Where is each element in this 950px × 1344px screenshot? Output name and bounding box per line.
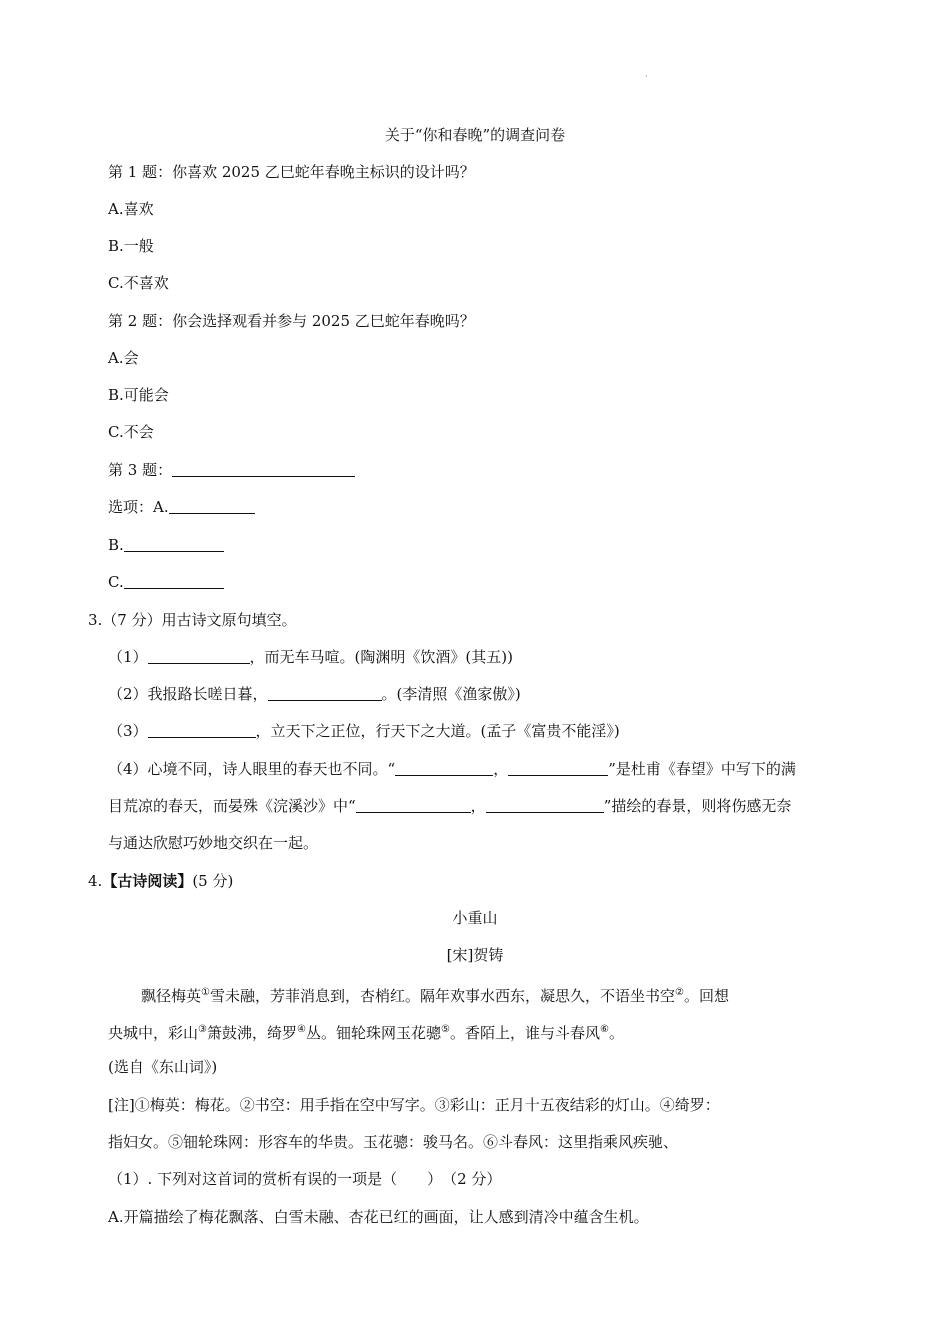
poem-notes-line1: [注]①梅英：梅花。②书空：用手指在空中写字。③彩山：正月十五夜结彩的灯山。④绮罗： xyxy=(108,1096,720,1114)
note-marker: ⑥ xyxy=(599,1024,609,1035)
question3-item4-line2 xyxy=(108,796,791,816)
question3-item4-start: （4）心境不同，诗人眼里的春天也不同。“ xyxy=(108,760,396,778)
question3-item4-blank4[interactable] xyxy=(486,797,604,813)
note-marker: ② xyxy=(675,987,684,998)
poem-title: 小重山 xyxy=(452,909,498,927)
question3-item2 xyxy=(108,684,521,704)
poem-text: 丛。钿轮珠网玉花骢 xyxy=(305,1024,441,1042)
survey-q2-option-b: B.可能会 xyxy=(108,386,169,404)
question3-item4-line2-end: ”描绘的春景，则将伤感无奈 xyxy=(603,797,792,815)
poem-notes-line2: 指妇女。⑤钿轮珠网：形容车的华贵。玉花骢：骏马名。⑥斗春风：这里指乘风疾驰、 xyxy=(108,1133,679,1151)
question3-item4-line1 xyxy=(108,759,796,779)
question4-header xyxy=(88,871,233,891)
note-marker: ③ xyxy=(198,1024,207,1035)
survey-q1-text: 第 1 题：你喜欢 2025 乙巳蛇年春晚主标识的设计吗？ xyxy=(108,163,475,181)
survey-q3-option-b-blank[interactable] xyxy=(124,536,224,552)
survey-q1-option-b: B.一般 xyxy=(108,237,154,255)
question3-item1-num: （1） xyxy=(108,648,148,666)
poem-text: 。回想 xyxy=(683,987,729,1005)
question3-item1-text: ，而无车马喧。(陶渊明《饮酒》(其五)) xyxy=(249,648,513,666)
poem-body-line1 xyxy=(141,983,729,1006)
question3-item2-blank[interactable] xyxy=(268,685,382,701)
note-marker: ① xyxy=(201,987,210,998)
poem-author: [宋]贺铸 xyxy=(446,946,504,964)
question4-heading: 【古诗阅读】 xyxy=(102,872,193,890)
note-marker: ⑤ xyxy=(440,1024,450,1035)
survey-q1-option-a: A.喜欢 xyxy=(108,200,154,218)
question3-item2-text-after: 。(李清照《渔家傲》) xyxy=(381,685,521,703)
survey-q3-option-c-blank[interactable] xyxy=(124,573,224,589)
question3-item4-line2-start: 目荒凉的春天，而晏殊《浣溪沙》中“ xyxy=(108,797,356,815)
question3-item3-blank[interactable] xyxy=(148,722,256,738)
question3-item4-comma2: ， xyxy=(470,797,486,815)
survey-q3-option-b-label: B. xyxy=(108,536,124,554)
question3-item4-blank2[interactable] xyxy=(508,760,608,776)
survey-q3-option-b-line xyxy=(108,535,224,555)
question4-option-a: A.开篇描绘了梅花飘落、白雪未融、杏花已红的画面，让人感到清冷中蕴含生机。 xyxy=(108,1208,649,1226)
question3-item4-comma1: ， xyxy=(493,760,509,778)
survey-q3-option-c-label: C. xyxy=(108,573,124,591)
survey-q2-text: 第 2 题：你会选择观看并参与 2025 乙巳蛇年春晚吗？ xyxy=(108,312,475,330)
question4-score: (5 分) xyxy=(192,872,234,890)
question4-sub1: （1）. 下列对这首词的赏析有误的一项是（ ） （2 分） xyxy=(108,1170,502,1188)
poem-text: 央城中，彩山 xyxy=(108,1024,199,1042)
survey-title: 关于“你和春晚”的调查问卷 xyxy=(384,126,566,144)
question3-item4-line3: 与通达欣慰巧妙地交织在一起。 xyxy=(108,834,319,852)
poem-source: (选自《东山词》) xyxy=(108,1058,218,1076)
question3-item4-blank3[interactable] xyxy=(356,797,471,813)
question3-item4-mid: ”是杜甫《春望》中写下的满 xyxy=(608,760,796,778)
poem-text: 雪未融，芳菲消息到，杏梢红。隔年欢事水西东，凝思久，不语坐书空 xyxy=(209,987,675,1005)
poem-text: 。香陌上，谁与斗春风 xyxy=(449,1024,600,1042)
survey-q2-option-a: A.会 xyxy=(108,349,139,367)
survey-q2-option-c: C.不会 xyxy=(108,423,154,441)
question3-title: 3.（7 分）用古诗文原句填空。 xyxy=(88,611,297,629)
survey-q3-label: 第 3 题： xyxy=(108,461,173,479)
header-mark: · xyxy=(645,72,648,81)
question3-item2-text-before: （2）我报路长嗟日暮， xyxy=(108,685,268,703)
question3-item4-blank1[interactable] xyxy=(395,760,493,776)
survey-q3-options-line xyxy=(108,497,255,517)
question4-num: 4. xyxy=(88,872,103,890)
question3-item3-text: ，立天下之正位，行天下之大道。(孟子《富贵不能淫》) xyxy=(255,722,620,740)
poem-body-line2 xyxy=(108,1020,624,1043)
poem-text: 飘径梅英 xyxy=(141,987,202,1005)
question3-item1 xyxy=(108,647,513,667)
question3-item3 xyxy=(108,721,620,741)
poem-text: 。 xyxy=(608,1024,624,1042)
survey-q3-option-a-blank[interactable] xyxy=(169,498,255,514)
survey-q3-blank[interactable] xyxy=(172,461,355,477)
note-marker: ④ xyxy=(297,1024,306,1035)
survey-q3-option-c-line xyxy=(108,572,224,592)
survey-q3-line xyxy=(108,460,355,480)
question3-item3-num: （3） xyxy=(108,722,148,740)
poem-text: 箫鼓沸，绮罗 xyxy=(206,1024,297,1042)
question3-item1-blank[interactable] xyxy=(148,648,250,664)
survey-q3-options-label: 选项：A. xyxy=(108,498,169,516)
survey-q1-option-c: C.不喜欢 xyxy=(108,274,169,292)
